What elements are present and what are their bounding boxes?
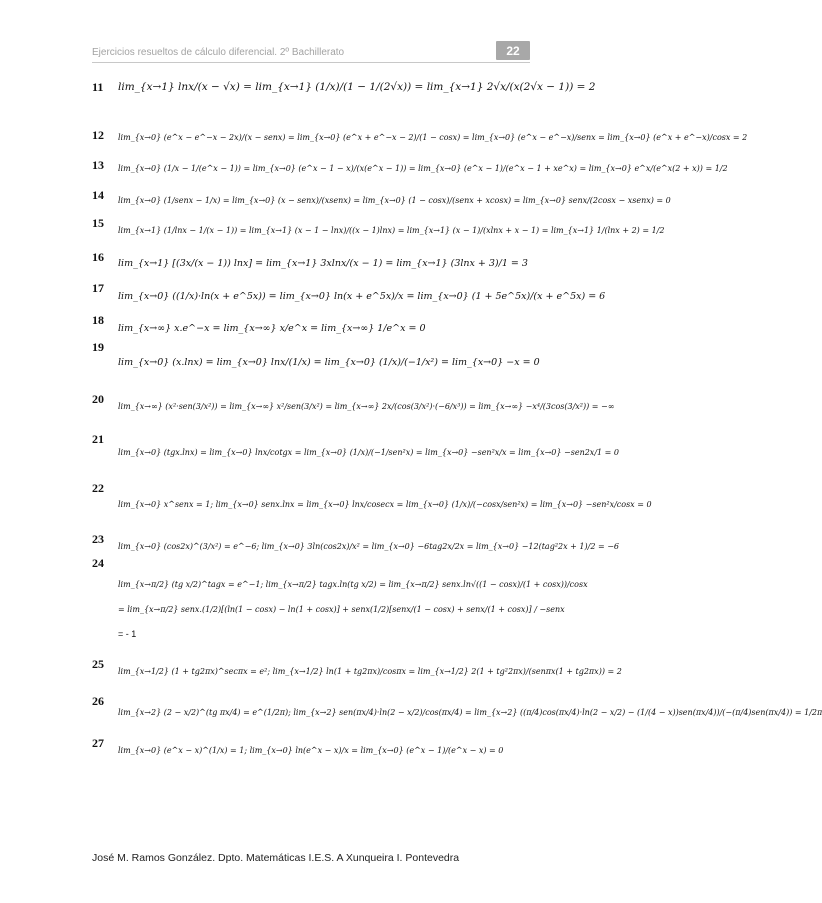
exercise-24-result: = - 1 — [118, 629, 137, 639]
exercise-formula: lim_{x→1/2} (1 + tg2πx)^secπx = e²; lim_{x→1/2} ln(1 + tg2πx)/cosπx = lim_{x→1/2} 2(1 + tg²2πx)/(senπx(1 + tg2πx)) = 2 — [118, 667, 622, 676]
exercise-number: 21 — [92, 432, 104, 446]
exercise-number: 15 — [92, 216, 104, 230]
exercise-formula: lim_{x→∞} x.e^−x = lim_{x→∞} x/e^x = lim_{x→∞} 1/e^x = 0 — [118, 323, 426, 334]
exercise-number: 24 — [92, 556, 104, 570]
exercise-formula: lim_{x→0} x^senx = 1; lim_{x→0} senx.lnx = lim_{x→0} lnx/cosecx = lim_{x→0} (1/x)/(−cosx/sen²x) = lim_{x→0} −sen²x/cosx = 0 — [118, 500, 652, 509]
exercise-number: 14 — [92, 188, 104, 202]
exercise-number: 25 — [92, 657, 104, 671]
exercise-formula: lim_{x→0} (x.lnx) = lim_{x→0} lnx/(1/x) = lim_{x→0} (1/x)/(−1/x²) = lim_{x→0} −x = 0 — [118, 357, 540, 368]
exercise-formula: lim_{x→0} (e^x − e^−x − 2x)/(x − senx) = lim_{x→0} (e^x + e^−x − 2)/(1 − cosx) = lim_{x→0} (e^x − e^−x)/senx = lim_{x→0} (e^x + e^−x)/cosx = 2 — [118, 133, 748, 142]
exercise-number: 27 — [92, 736, 104, 750]
header-title: Ejercicios resueltos de cálculo diferencial. 2º Bachillerato — [92, 47, 345, 58]
exercise-number: 23 — [92, 532, 104, 546]
exercise-formula: lim_{x→0} (e^x − x)^(1/x) = 1; lim_{x→0} ln(e^x − x)/x = lim_{x→0} (e^x − 1)/(e^x − x) = 0 — [118, 746, 504, 755]
page-footer: José M. Ramos González. Dpto. Matemáticas I.E.S. A Xunqueira I. Pontevedra — [92, 852, 460, 864]
exercise-24-continuation: = lim_{x→π/2} senx.(1/2)[(ln(1 − cosx) − ln(1 + cosx)] + senx(1/2)[senx/(1 − cosx) + senx/(1 + cosx)] / −senx — [118, 605, 565, 614]
exercise-number: 12 — [92, 128, 104, 142]
exercise-number: 16 — [92, 250, 104, 264]
exercise-number: 13 — [92, 158, 104, 172]
page-number-badge: 22 — [496, 41, 530, 60]
exercise-formula: lim_{x→∞} (x²·sen(3/x²)) = lim_{x→∞} x²/sen(3/x²) = lim_{x→∞} 2x/(cos(3/x²)·(−6/x³)) = lim_{x→∞} −x⁴/(3cos(3/x²)) = −∞ — [118, 402, 615, 411]
exercise-formula: lim_{x→0} (tgx.lnx) = lim_{x→0} lnx/cotgx = lim_{x→0} (1/x)/(−1/sen²x) = lim_{x→0} −sen²x/x = lim_{x→0} −sen2x/1 = 0 — [118, 448, 619, 457]
exercise-formula: lim_{x→0} (1/senx − 1/x) = lim_{x→0} (x − senx)/(xsenx) = lim_{x→0} (1 − cosx)/(senx + xcosx) = lim_{x→0} senx/(2cosx − xsenx) = 0 — [118, 196, 671, 205]
exercise-formula: lim_{x→2} (2 − x/2)^(tg πx/4) = e^(1/2π); lim_{x→2} sen(πx/4)·ln(2 − x/2)/cos(πx/4) = lim_{x→2} ((π/4)cos(πx/4)·ln(2 − x/2) − (1/(4 − x))sen(πx/4))/(−(π/4)sen(πx/4)) = 1/2π — [118, 708, 822, 717]
exercise-formula: lim_{x→0} (cos2x)^(3/x²) = e^−6; lim_{x→0} 3ln(cos2x)/x² = lim_{x→0} −6tag2x/2x = lim_{x→0} −12(tag²2x + 1)/2 = −6 — [118, 542, 619, 551]
page-header — [92, 38, 530, 63]
exercise-formula: lim_{x→1} [(3x/(x − 1)) lnx] = lim_{x→1} 3xlnx/(x − 1) = lim_{x→1} (3lnx + 3)/1 = 3 — [118, 258, 528, 269]
exercise-formula: lim_{x→1} lnx/(x − √x) = lim_{x→1} (1/x)/(1 − 1/(2√x)) = lim_{x→1} 2√x/(x(2√x − 1)) = 2 — [118, 81, 596, 93]
exercise-number: 22 — [92, 481, 104, 495]
exercise-number: 20 — [92, 392, 104, 406]
exercise-number: 18 — [92, 313, 104, 327]
exercise-formula: lim_{x→π/2} (tg x/2)^tagx = e^−1; lim_{x→π/2} tagx.ln(tg x/2) = lim_{x→π/2} senx.ln√((1 − cosx)/(1 + cosx))/cosx — [118, 580, 588, 589]
exercise-number: 26 — [92, 694, 104, 708]
exercise-number: 11 — [92, 80, 104, 94]
exercise-formula: lim_{x→0} ((1/x)·ln(x + e^5x)) = lim_{x→0} ln(x + e^5x)/x = lim_{x→0} (1 + 5e^5x)/(x + e^5x) = 6 — [118, 291, 606, 302]
exercise-formula: lim_{x→1} (1/lnx − 1/(x − 1)) = lim_{x→1} (x − 1 − lnx)/((x − 1)lnx) = lim_{x→1} (x − 1)/(xlnx + x − 1) = lim_{x→1} 1/(lnx + 2) = 1/2 — [118, 226, 665, 235]
exercise-number: 17 — [92, 281, 104, 295]
exercise-number: 19 — [92, 340, 104, 354]
exercise-formula: lim_{x→0} (1/x − 1/(e^x − 1)) = lim_{x→0} (e^x − 1 − x)/(x(e^x − 1)) = lim_{x→0} (e^x − 1)/(e^x − 1 + xe^x) = lim_{x→0} e^x/(e^x(2 + x)) = 1/2 — [118, 164, 728, 173]
